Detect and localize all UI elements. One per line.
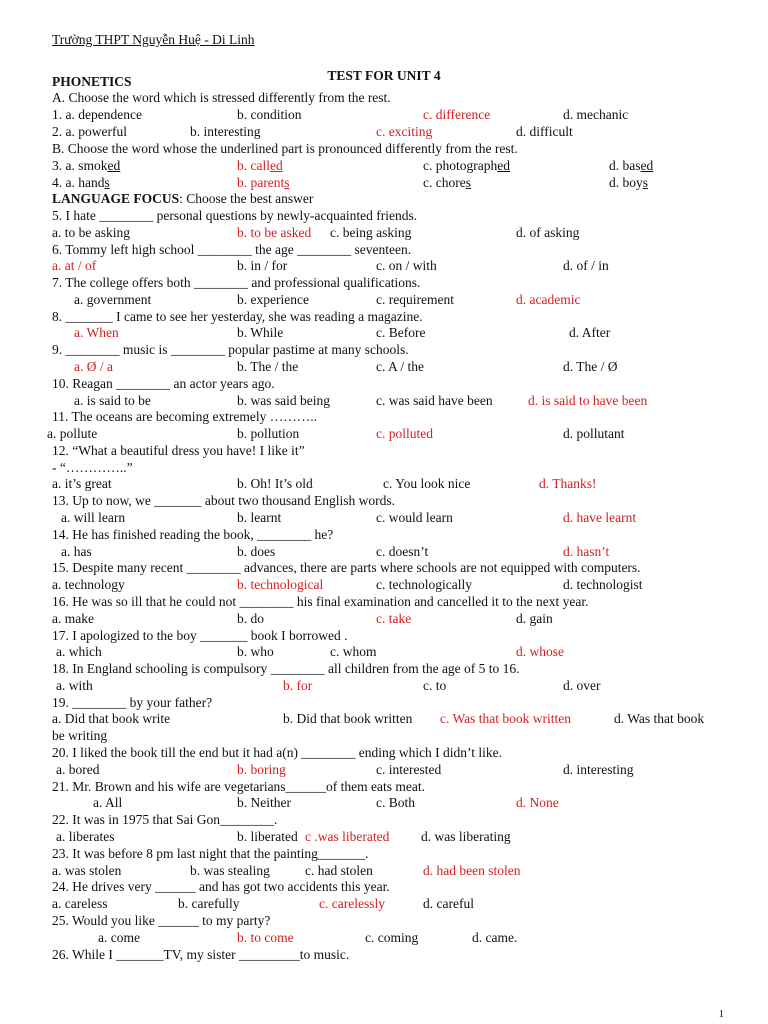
answer-option xyxy=(237,225,311,241)
text-segment: d. of / in xyxy=(563,258,609,273)
text-segment: 10. Reagan ________ an actor years ago. xyxy=(52,376,275,391)
text-segment: b. for xyxy=(283,678,313,693)
text-segment: c. to xyxy=(423,678,447,693)
answer-option xyxy=(237,510,281,526)
worksheet-line xyxy=(52,107,142,123)
text-segment: 11. The oceans are becoming extremely ……….. xyxy=(52,409,318,424)
test-title: TEST FOR UNIT 4 xyxy=(327,68,441,83)
worksheet-line xyxy=(74,393,151,409)
text-segment: 23. It was before 8 pm last night that the painting_______. xyxy=(52,846,369,861)
text-segment: d. interesting xyxy=(563,762,634,777)
worksheet-line xyxy=(52,443,305,459)
worksheet-line xyxy=(52,812,277,828)
answer-option xyxy=(614,711,704,727)
text-segment: 13. Up to now, we _______ about two thousand English words. xyxy=(52,493,395,508)
answer-option xyxy=(237,158,283,174)
text-segment: d. gain xyxy=(516,611,553,626)
answer-option xyxy=(237,795,291,811)
worksheet-line xyxy=(52,191,313,207)
answer-option xyxy=(472,930,517,946)
text-segment: a. it’s great xyxy=(52,476,112,491)
worksheet-line xyxy=(52,493,395,509)
answer-option xyxy=(539,476,597,492)
answer-option xyxy=(376,393,493,409)
text-segment: 21. Mr. Brown and his wife are vegetarians______of them eats meat. xyxy=(52,779,426,794)
text-segment: 6. Tommy left high school ________ the age ________ seventeen. xyxy=(52,242,412,257)
text-segment: c. exciting xyxy=(376,124,433,139)
worksheet-line xyxy=(52,275,420,291)
worksheet-line xyxy=(52,611,94,627)
answer-option xyxy=(376,325,425,341)
text-segment: c. chore xyxy=(423,175,466,190)
text-segment: c. coming xyxy=(365,930,419,945)
text-segment: b. does xyxy=(237,544,276,559)
text-segment: a. which xyxy=(56,644,102,659)
text-segment: c. on / with xyxy=(376,258,437,273)
text-segment: a. come xyxy=(98,930,140,945)
answer-option xyxy=(237,577,323,593)
text-segment: d. After xyxy=(569,325,611,340)
answer-option xyxy=(609,158,653,174)
text-segment: 20. I liked the book till the end but it had a(n) ________ ending which I didn’t like. xyxy=(52,745,503,760)
worksheet-line xyxy=(52,376,275,392)
worksheet-line xyxy=(52,342,409,358)
text-segment: c. would learn xyxy=(376,510,453,525)
worksheet-line xyxy=(74,292,151,308)
answer-option xyxy=(237,544,275,560)
answer-option xyxy=(563,678,601,694)
text-segment: c. A / the xyxy=(376,359,424,374)
text-segment: c. interested xyxy=(376,762,442,777)
worksheet-line xyxy=(56,762,99,778)
text-segment: 1. a. dependence xyxy=(52,107,142,122)
text-segment: ed xyxy=(497,158,510,173)
text-segment: d. Was that book xyxy=(614,711,705,726)
worksheet-line xyxy=(52,175,110,191)
text-segment: 26. While I _______TV, my sister _________to music. xyxy=(52,947,350,962)
text-segment: d. was liberating xyxy=(421,829,511,844)
text-segment: 7. The college offers both ________ and professional qualifications. xyxy=(52,275,421,290)
text-segment: 16. He was so ill that he could not ________ his final examination and cancelled it to the next year. xyxy=(52,594,589,609)
answer-option xyxy=(376,258,437,274)
text-segment: 22. It was in 1975 that Sai Gon________. xyxy=(52,812,278,827)
answer-option xyxy=(283,678,312,694)
text-segment: d. whose xyxy=(516,644,564,659)
worksheet-line xyxy=(52,863,121,879)
text-segment: c. polluted xyxy=(376,426,433,441)
worksheet-line xyxy=(52,779,425,795)
text-segment: a. was stolen xyxy=(52,863,122,878)
text-segment: c. whom xyxy=(330,644,377,659)
text-segment: b. in / for xyxy=(237,258,288,273)
answer-option xyxy=(563,359,618,375)
worksheet-line xyxy=(52,309,423,325)
text-segment: 17. I apologized to the boy _______ book I borrowed . xyxy=(52,628,348,643)
text-segment: a. will learn xyxy=(61,510,126,525)
worksheet-line xyxy=(52,711,170,727)
text-segment: a. Ø / a xyxy=(74,359,113,374)
text-segment: d. None xyxy=(516,795,559,810)
text-segment: b. Oh! It’s old xyxy=(237,476,313,491)
answer-option xyxy=(237,107,302,123)
worksheet-line xyxy=(61,510,125,526)
answer-option xyxy=(563,426,625,442)
answer-option xyxy=(516,644,564,660)
text-segment: a. make xyxy=(52,611,94,626)
text-segment: a. has xyxy=(61,544,92,559)
worksheet-line xyxy=(52,476,112,492)
answer-option xyxy=(528,393,647,409)
text-segment: c. Before xyxy=(376,325,426,340)
worksheet-line xyxy=(56,829,114,845)
text-segment: a. to be asking xyxy=(52,225,130,240)
page-number: 1 xyxy=(718,1008,724,1020)
answer-option xyxy=(563,107,628,123)
text-segment: ed xyxy=(270,158,283,173)
text-segment: B. Choose the word whose the underlined part is pronounced differently from the rest. xyxy=(52,141,518,156)
answer-option xyxy=(190,124,261,140)
answer-option xyxy=(423,158,510,174)
answer-option xyxy=(376,510,453,526)
text-segment: a. at / of xyxy=(52,258,97,273)
text-segment: a. pollute xyxy=(47,426,98,441)
answer-option xyxy=(569,325,610,341)
answer-option xyxy=(237,426,299,442)
text-segment: d. came. xyxy=(472,930,518,945)
text-segment: PHONETICS xyxy=(52,74,132,89)
answer-option xyxy=(237,762,286,778)
text-segment: a. liberates xyxy=(56,829,115,844)
text-segment: d. academic xyxy=(516,292,581,307)
text-segment: b. interesting xyxy=(190,124,261,139)
text-segment: 12. “What a beautiful dress you have! I like it” xyxy=(52,443,305,458)
text-segment: A. Choose the word which is stressed differently from the rest. xyxy=(52,90,391,105)
answer-option xyxy=(237,644,274,660)
text-segment: b. was said being xyxy=(237,393,330,408)
text-segment: 18. In England schooling is compulsory ________ all children from the age of 5 to 16. xyxy=(52,661,520,676)
answer-option xyxy=(440,711,571,727)
answer-option xyxy=(516,292,580,308)
text-segment: c. carelessly xyxy=(319,896,385,911)
text-segment: d. technologist xyxy=(563,577,643,592)
answer-option xyxy=(376,124,432,140)
worksheet-line xyxy=(52,158,120,174)
worksheet-line xyxy=(52,594,589,610)
text-segment: a. government xyxy=(74,292,152,307)
text-segment: a. bored xyxy=(56,762,100,777)
text-segment: c. difference xyxy=(423,107,491,122)
answer-option xyxy=(305,829,389,845)
answer-option xyxy=(516,225,579,241)
text-segment: 25. Would you like ______ to my party? xyxy=(52,913,271,928)
answer-option xyxy=(563,544,609,560)
text-segment: a. Did that book write xyxy=(52,711,171,726)
text-segment: c. doesn’t xyxy=(376,544,429,559)
worksheet-line xyxy=(52,527,333,543)
answer-option xyxy=(563,258,609,274)
text-segment: b. boring xyxy=(237,762,286,777)
answer-option xyxy=(423,175,471,191)
text-segment: b. pollution xyxy=(237,426,300,441)
text-segment: c. You look nice xyxy=(383,476,471,491)
worksheet-line xyxy=(52,409,317,425)
answer-option xyxy=(283,711,412,727)
worksheet-line xyxy=(52,913,270,929)
text-segment: LANGUAGE FOCUS xyxy=(52,191,180,206)
worksheet-line xyxy=(52,90,391,106)
answer-option xyxy=(383,476,470,492)
text-segment: b. The / the xyxy=(237,359,299,374)
worksheet-line xyxy=(52,947,349,963)
answer-option xyxy=(516,795,559,811)
worksheet-line xyxy=(52,695,212,711)
text-segment: c. photograph xyxy=(423,158,498,173)
text-segment: c. take xyxy=(376,611,412,626)
text-segment: d. Thanks! xyxy=(539,476,597,491)
answer-option xyxy=(376,426,433,442)
worksheet-line xyxy=(52,846,368,862)
answer-option xyxy=(237,325,283,341)
text-segment: d. difficult xyxy=(516,124,573,139)
text-segment: d. boy xyxy=(609,175,643,190)
text-segment: be writing xyxy=(52,728,108,743)
answer-option xyxy=(563,577,643,593)
answer-option xyxy=(376,359,424,375)
answer-option xyxy=(516,124,573,140)
text-segment: 3. a. smok xyxy=(52,158,108,173)
answer-option xyxy=(319,896,385,912)
worksheet-line xyxy=(52,661,520,677)
worksheet-line xyxy=(56,678,93,694)
worksheet-line xyxy=(52,879,390,895)
text-segment: a. All xyxy=(93,795,123,810)
text-segment: s xyxy=(104,175,110,190)
text-segment: 14. He has finished reading the book, ________ he? xyxy=(52,527,334,542)
answer-option xyxy=(376,577,472,593)
worksheet-line xyxy=(52,258,96,274)
text-segment: b. parent xyxy=(237,175,285,190)
text-segment: c. Was that book written xyxy=(440,711,572,726)
worksheet-line xyxy=(52,124,127,140)
answer-option xyxy=(237,175,290,191)
text-segment: a. technology xyxy=(52,577,125,592)
worksheet-line xyxy=(52,896,107,912)
text-segment: d. pollutant xyxy=(563,426,625,441)
text-segment: d. careful xyxy=(423,896,474,911)
answer-option xyxy=(423,896,474,912)
answer-option xyxy=(237,292,309,308)
worksheet-line xyxy=(93,795,122,811)
text-segment: d. of asking xyxy=(516,225,580,240)
answer-option xyxy=(237,393,330,409)
text-segment: b. technological xyxy=(237,577,324,592)
worksheet-line xyxy=(52,74,132,90)
text-segment: b. who xyxy=(237,644,274,659)
school-name: Trường THPT Nguyễn Huệ - Di Linh xyxy=(52,32,255,47)
text-segment: 19. ________ by your father? xyxy=(52,695,213,710)
text-segment: c. had stolen xyxy=(305,863,373,878)
text-segment: d. have learnt xyxy=(563,510,637,525)
text-segment: b. Neither xyxy=(237,795,291,810)
text-segment: 9. ________ music is ________ popular pastime at many schools. xyxy=(52,342,409,357)
answer-option xyxy=(423,863,520,879)
text-segment: a. When xyxy=(74,325,119,340)
text-segment: d. mechanic xyxy=(563,107,629,122)
text-segment: a. careless xyxy=(52,896,108,911)
text-segment: c. being asking xyxy=(330,225,412,240)
answer-option xyxy=(330,644,377,660)
answer-option xyxy=(237,359,298,375)
answer-option xyxy=(237,930,294,946)
text-segment: ed xyxy=(640,158,654,173)
text-segment: c. Both xyxy=(376,795,415,810)
worksheet-line xyxy=(61,544,92,560)
text-segment: : Choose the best answer xyxy=(179,191,314,206)
text-segment: b. While xyxy=(237,325,284,340)
text-segment: - “…………..” xyxy=(52,460,133,475)
worksheet-line xyxy=(56,644,102,660)
worksheet-line xyxy=(52,460,133,476)
text-segment: d. had been stolen xyxy=(423,863,521,878)
text-segment: d. bas xyxy=(609,158,641,173)
answer-option xyxy=(516,611,553,627)
worksheet-line xyxy=(52,225,130,241)
worksheet-line xyxy=(52,242,411,258)
text-segment: b. learnt xyxy=(237,510,282,525)
answer-option xyxy=(376,611,411,627)
worksheet-line xyxy=(47,426,97,442)
worksheet-line xyxy=(52,745,502,761)
worksheet-line xyxy=(52,728,107,744)
text-segment: 24. He drives very ______ and has got two accidents this year. xyxy=(52,879,390,894)
text-segment: d. is said to have been xyxy=(528,393,648,408)
answer-option xyxy=(376,795,415,811)
text-segment: b. carefully xyxy=(178,896,240,911)
worksheet-line xyxy=(52,208,417,224)
answer-option xyxy=(376,762,441,778)
answer-option xyxy=(423,678,446,694)
worksheet-line xyxy=(52,141,518,157)
text-segment: 2. a. powerful xyxy=(52,124,127,139)
text-segment: s xyxy=(465,175,471,190)
worksheet-line xyxy=(52,628,347,644)
answer-option xyxy=(563,510,636,526)
text-segment: ed xyxy=(107,158,121,173)
answer-option xyxy=(237,258,287,274)
text-segment: d. over xyxy=(563,678,601,693)
text-segment: b. Did that book written xyxy=(283,711,413,726)
answer-option xyxy=(376,292,454,308)
text-segment: c .was liberated xyxy=(305,829,390,844)
text-segment: b. to be asked xyxy=(237,225,312,240)
worksheet-line xyxy=(52,560,641,576)
answer-option xyxy=(305,863,373,879)
text-segment: c. technologically xyxy=(376,577,472,592)
text-segment: s xyxy=(642,175,649,190)
text-segment: b. call xyxy=(237,158,270,173)
text-segment: 8. _______ I came to see her yesterday, she was reading a magazine. xyxy=(52,309,423,324)
text-segment: b. do xyxy=(237,611,264,626)
worksheet-line xyxy=(74,325,119,341)
answer-option xyxy=(237,476,313,492)
text-segment: s xyxy=(284,175,290,190)
text-segment: 5. I hate ________ personal questions by newly-acquainted friends. xyxy=(52,208,418,223)
answer-option xyxy=(376,544,428,560)
text-segment: b. liberated xyxy=(237,829,298,844)
answer-option xyxy=(423,107,490,123)
worksheet-line xyxy=(74,359,113,375)
text-segment: b. to come xyxy=(237,930,294,945)
text-segment: c. was said have been xyxy=(376,393,493,408)
worksheet-line xyxy=(52,577,125,593)
text-segment: a. with xyxy=(56,678,93,693)
answer-option xyxy=(178,896,239,912)
text-segment: b. was stealing xyxy=(190,863,270,878)
text-segment: a. is said to be xyxy=(74,393,151,408)
text-segment: b. experience xyxy=(237,292,309,307)
answer-option xyxy=(237,611,264,627)
worksheet-line xyxy=(98,930,140,946)
text-segment: c. requirement xyxy=(376,292,454,307)
answer-option xyxy=(365,930,418,946)
answer-option xyxy=(237,829,298,845)
answer-option xyxy=(609,175,648,191)
answer-option xyxy=(563,762,634,778)
answer-option xyxy=(190,863,270,879)
text-segment: 4. a. hand xyxy=(52,175,105,190)
text-segment: d. The / Ø xyxy=(563,359,618,374)
text-segment: d. hasn’t xyxy=(563,544,610,559)
text-segment: 15. Despite many recent ________ advances, there are parts where schools are not equipped with computers. xyxy=(52,560,641,575)
answer-option xyxy=(330,225,411,241)
text-segment: b. condition xyxy=(237,107,302,122)
answer-option xyxy=(421,829,511,845)
